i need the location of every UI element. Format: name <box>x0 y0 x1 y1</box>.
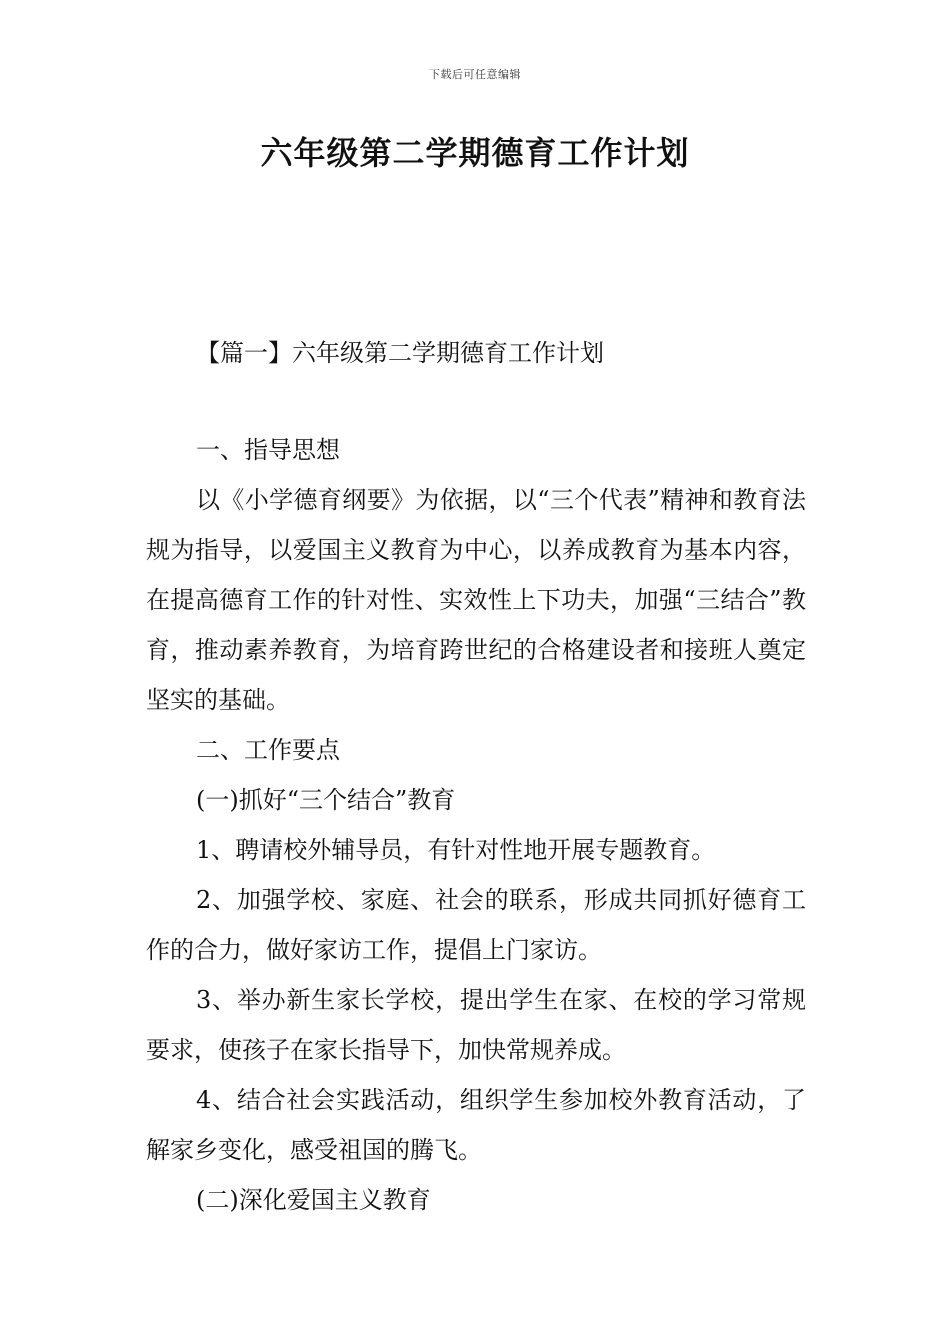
list-item-1: 1、聘请校外辅导员，有针对性地开展专题教育。 <box>196 836 716 864</box>
document-title: 六年级第二学期德育工作计划 <box>260 134 690 172</box>
document-body <box>146 425 806 1225</box>
list-item-4: 4、结合社会实践活动，组织学生参加校外教育活动，了解家乡变化，感受祖国的腾飞。 <box>146 1086 806 1164</box>
section-heading: 【篇一】六年级第二学期德育工作计划 <box>196 339 604 367</box>
paragraph-guiding-ideology: 以《小学德育纲要》为依据，以“三个代表”精神和教育法规为指导，以爱国主义教育为中心，以养成教育为基本内容，在提高德育工作的针对性、实效性上下功夫，加强“三结合”教育，推动素养教育，为培育跨世纪的合格建设者和接班人奠定坚实的基础。 <box>146 486 806 714</box>
heading-guiding-ideology: 一、指导思想 <box>196 436 340 464</box>
subheading-patriotism-education: (二)深化爱国主义教育 <box>196 1186 431 1214</box>
list-item-2: 2、加强学校、家庭、社会的联系，形成共同抓好德育工作的合力，做好家访工作，提倡上门家访。 <box>146 886 806 964</box>
heading-work-points: 二、工作要点 <box>196 736 340 764</box>
header-note: 下载后可任意编辑 <box>429 68 521 81</box>
list-item-3: 3、举办新生家长学校，提出学生在家、在校的学习常规要求，使孩子在家长指导下，加快常规养成。 <box>146 986 806 1064</box>
subheading-three-combinations: (一)抓好“三个结合”教育 <box>196 786 456 814</box>
